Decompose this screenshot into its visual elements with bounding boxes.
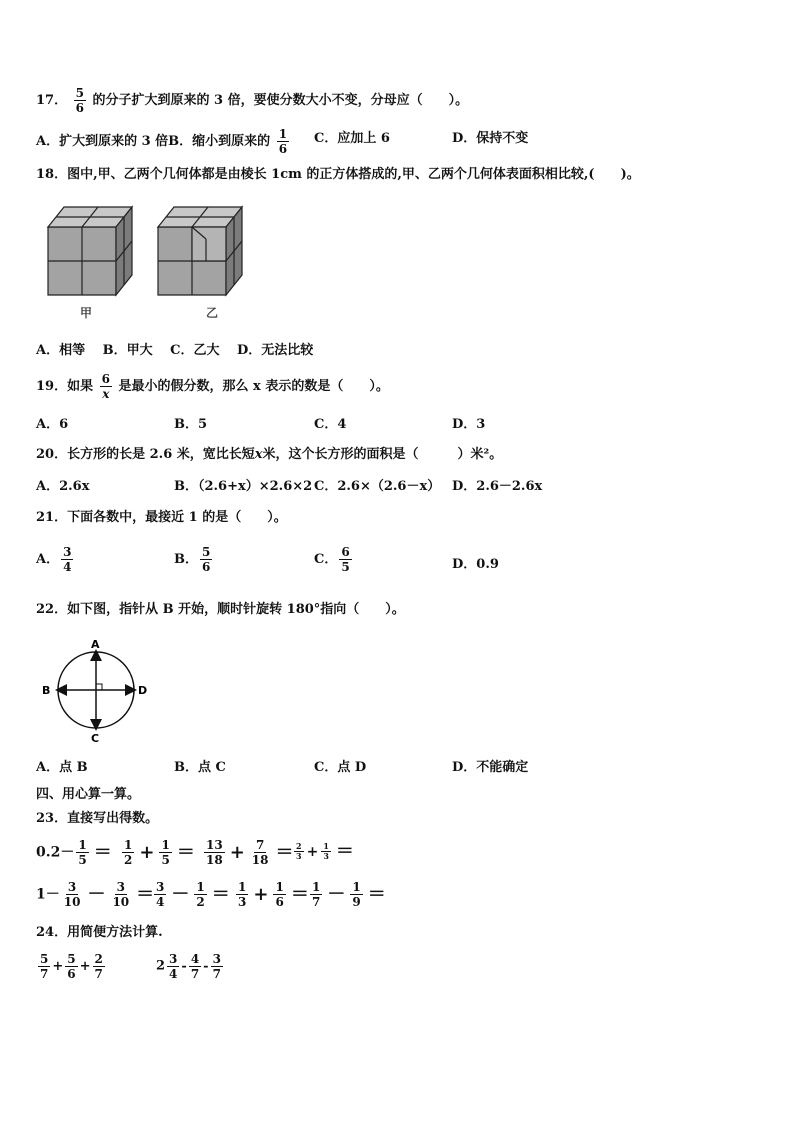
- q21-choice-c: C． $\frac{6}{5}$: [314, 545, 350, 574]
- q23-expr-7: $\frac{1}{3}$ + $\frac{1}{6}$ ＝: [238, 880, 309, 909]
- q23-stem: 23．直接写出得数。: [36, 811, 159, 826]
- q20-stem: 20．长方形的长是 2.6 米，宽比长短x米，这个长方形的面积是（ ）米²。: [36, 447, 503, 462]
- q17-choice-c: C．应加上 6: [314, 131, 390, 146]
- q20-choice-a: A．2.6x: [36, 479, 90, 494]
- q20-choice-c: C．2.6×（2.6－x）: [314, 479, 441, 494]
- cube-yi: [158, 207, 242, 295]
- q17-text: 的分子扩大到原来的 3 倍，要使分数大小不变，分母应（ ）。: [92, 93, 469, 108]
- dial-label-c: C: [91, 732, 100, 745]
- q21-stem: 21．下面各数中，最接近 1 的是（ ）。: [36, 510, 287, 525]
- q17-choice-d: D．保持不变: [452, 131, 529, 146]
- q23-expr-4: $\frac{2}{3}$ + $\frac{1}{3}$ ＝: [296, 840, 354, 862]
- q23-expr-1: 0.2－ $\frac{1}{5}$ ＝: [36, 838, 112, 867]
- label-jia: 甲: [80, 306, 93, 320]
- q18-choices: A．相等 B．甲大 C．乙大 D．无法比较: [36, 343, 314, 358]
- q23-expr-2: $\frac{1}{2}$ + $\frac{1}{5}$ ＝: [124, 838, 195, 867]
- q19-choice-d: D．3: [452, 417, 486, 432]
- q24-expr-2: 2 $\frac{3}{4}$ - $\frac{4}{7}$ - $\frac{3}{7}$: [156, 952, 221, 981]
- q17-choice-ab: A．扩大到原来的 3 倍B．缩小到原来的 $\frac{1}{6}$: [36, 127, 288, 156]
- q22-choice-a: A．点 B: [36, 760, 88, 775]
- q17-stem: [36, 86, 468, 115]
- q23-expr-6: $\frac{3}{4}$ － $\frac{1}{2}$ ＝: [156, 880, 230, 909]
- section-4-heading: 四、用心算一算。: [36, 787, 141, 802]
- q19-choice-b: B．5: [174, 417, 208, 432]
- q22-choice-d: D．不能确定: [452, 760, 529, 775]
- q23-expr-3: $\frac{13}{18}$ + $\frac{7}{18}$ ＝: [206, 838, 294, 867]
- q22-choice-b: B．点 C: [174, 760, 226, 775]
- q23-expr-8: $\frac{1}{7}$ － $\frac{1}{9}$ ＝: [312, 880, 386, 909]
- q20-choice-b: B．（2.6+x）×2.6×2: [174, 479, 313, 494]
- label-yi: 乙: [206, 306, 219, 320]
- cube-jia: [48, 207, 132, 295]
- q21-choice-d: D．0.9: [452, 557, 499, 572]
- q24-stem: 24．用简便方法计算.: [36, 925, 163, 940]
- q18-stem: 18．图中,甲、乙两个几何体都是由棱长 1cm 的正方体搭成的,甲、乙两个几何体表面积相比较,( )。: [36, 167, 640, 182]
- q19-choice-a: A．6: [36, 417, 69, 432]
- q23-expr-5: 1－ $\frac{3}{10}$ － $\frac{3}{10}$ ＝: [36, 880, 155, 909]
- q21-choice-b: B． $\frac{5}{6}$: [174, 545, 211, 574]
- q19-fraction: $\frac{6}{x}$: [101, 372, 110, 401]
- q19-choice-c: C．4: [314, 417, 347, 432]
- q24-expr-1: $\frac{5}{7}$ + $\frac{5}{6}$ + $\frac{2}{7}$: [40, 952, 103, 981]
- q22-stem: 22．如下图，指针从 B 开始，顺时针旋转 180°指向（ ）。: [36, 602, 405, 617]
- q17-choice-b-fraction: $\frac{1}{6}$: [278, 127, 288, 156]
- q17-number: 17．: [36, 93, 68, 108]
- q17-fraction: $\frac{5}{6}$: [75, 86, 84, 115]
- q22-choice-c: C．点 D: [314, 760, 367, 775]
- dial-label-b: B: [42, 684, 51, 697]
- q21-choice-a: A． $\frac{3}{4}$: [36, 545, 72, 574]
- q19-stem: 19．如果 $\frac{6}{x}$ 是最小的假分数，那么 x 表示的数是（ ）。: [36, 372, 389, 401]
- q18-figure: [36, 195, 266, 325]
- q22-dial: [36, 636, 156, 746]
- dial-label-a: A: [91, 638, 100, 651]
- dial-label-d: D: [138, 684, 148, 697]
- q20-choice-d: D．2.6－2.6x: [452, 479, 543, 494]
